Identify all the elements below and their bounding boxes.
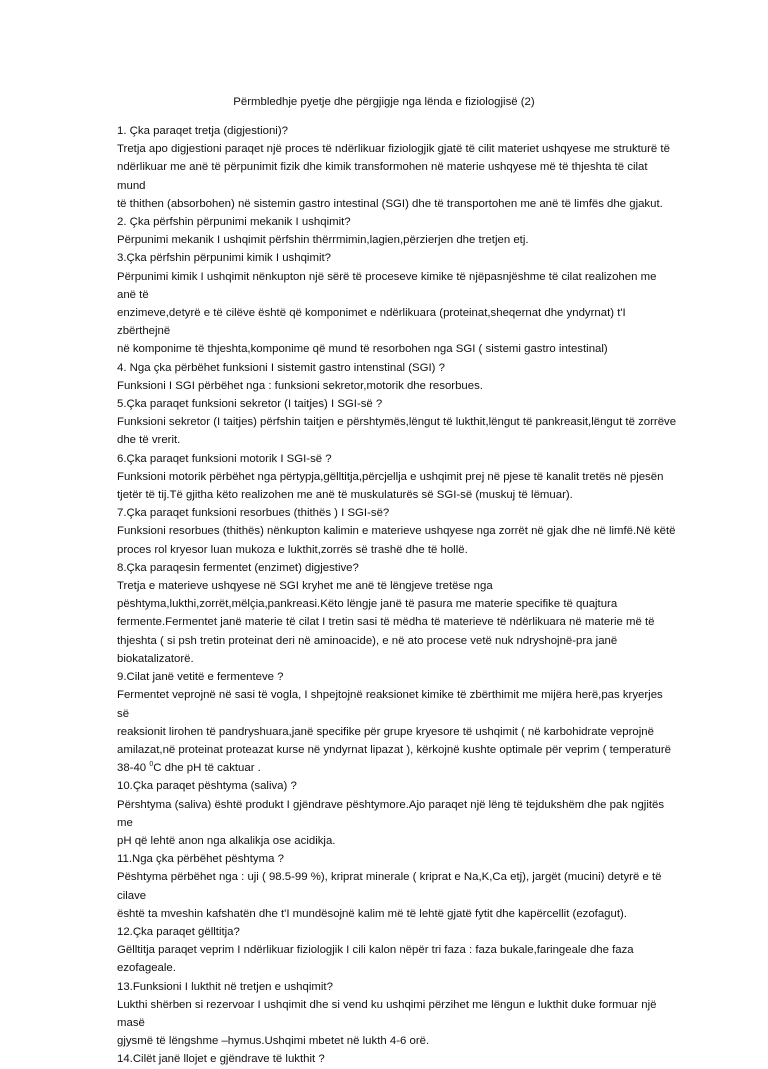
question-10: 10.Çka paraqet pështyma (saliva) ? xyxy=(117,780,297,793)
answer-9-line-2: reaksionit lirohen të pandryshuara,janë specifike për grupe kryesore të ushqimit ( në karbohidrate veprojnë xyxy=(117,725,654,738)
document-title: Përmbledhje pyetje dhe përgjigje nga lënda e fiziologjisë (2) xyxy=(233,96,535,108)
answer-8-line-5: biokatalizatorë. xyxy=(117,652,194,665)
answer-1-line-1: Tretja apo digjestioni paraqet një proces të ndërlikuar fiziologjik gjatë të cilit materiet ushqyese me strukturë të xyxy=(117,143,670,156)
answer-10-line-1: Përshtyma (saliva) është produkt I gjëndrave pështymore.Ajo paraqet një lëng të tejdukshëm dhe pak ngjitës me xyxy=(117,798,665,829)
question-13: 13.Funksioni I lukthit në tretjen e ushqimit? xyxy=(117,980,333,993)
answer-10-line-2: pH që lehtë anon nga alkalikja ose acidikja. xyxy=(117,834,336,847)
answer-1-line-2: ndërlikuar me anë të përpunimit fizik dhe kimik transformohen në materie ushqyese më të thjeshta të cilat mund xyxy=(117,161,648,192)
answer-13-line-1: Lukthi shërben si rezervoar I ushqimit dhe si vend ku ushqimi përzihet me lëngun e lukthit duke formuar një masë xyxy=(117,998,657,1029)
answer-13-line-2: gjysmë të lëngshme –hymus.Ushqimi mbetet në lukth 4-6 orë. xyxy=(117,1035,430,1048)
answer-5-line-1: Funksioni sekretor (I taitjes) përfshin taitjen e përshtymës,lëngut të lukthit,lëngut të pankreasit,lëngut të zorrëve xyxy=(117,416,677,429)
answer-8-line-4: thjeshta ( si psh tretin proteinat deri në aminoacide), e në ato procese vetë nuk ndryshojnë-pra janë xyxy=(117,634,618,647)
question-14: 14.Cilët janë llojet e gjëndrave të lukthit ? xyxy=(117,1053,325,1066)
answer-11-line-2: është ta mveshin kafshatën dhe t'I mundësojnë kalim më të lehtë gjatë fytit dhe kapërcellit (ezofagut). xyxy=(117,907,627,920)
answer-7-line-1: Funksioni resorbues (thithës) nënkupton kalimin e materieve ushqyese nga zorrët në gjak dhe në limfë.Në këtë xyxy=(117,525,676,538)
answer-5-line-2: dhe të vrerit. xyxy=(117,434,181,447)
answer-12-line-1: Gëlltitja paraqet veprim I ndërlikuar fiziologjik I cili kalon nëpër tri faza : faza bukale,faringeale dhe faza ezofageale. xyxy=(117,944,634,975)
answer-9-line-1: Fermentet veprojnë në sasi të vogla, I shpejtojnë reaksionet kimike të zbërthimit me mijëra herë,pas kryerjes së xyxy=(117,689,663,720)
document-body xyxy=(117,122,677,1069)
question-3: 3.Çka përfshin përpunimi kimik I ushqimit? xyxy=(117,252,331,265)
question-5: 5.Çka paraqet funksioni sekretor (I taitjes) I SGI-së ? xyxy=(117,398,383,411)
answer-3-line-1: Përpunimi kimik I ushqimit nënkupton një sërë të proceseve kimike të njëpasnjëshme të cilat realizohen me anë të xyxy=(117,270,657,301)
answer-9-line-3: amilazat,në proteinat proteazat kurse në yndyrnat lipazat ), kërkojnë kushte optimale për veprim ( temperaturë xyxy=(117,743,671,756)
answer-6-line-1: Funksioni motorik përbëhet nga përtypja,gëlltitja,përcjellja e ushqimit prej në pjese të kanalit tretës në pjesën xyxy=(117,470,664,483)
question-9: 9.Cilat janë vetitë e fermenteve ? xyxy=(117,671,284,684)
question-4: 4. Nga çka përbëhet funksioni I sistemit gastro intenstinal (SGI) ? xyxy=(117,361,445,374)
answer-8-line-1: Tretja e materieve ushqyese në SGI kryhet me anë të lëngjeve tretëse nga xyxy=(117,580,493,593)
question-11: 11.Nga çka përbëhet pështyma ? xyxy=(117,853,284,866)
question-2: 2. Çka përfshin përpunimi mekanik I ushqimit? xyxy=(117,216,351,229)
answer-11-line-1: Pështyma përbëhet nga : uji ( 98.5-99 %), kriprat minerale ( kriprat e Na,K,Ca etj), jargët (mucini) detyrë e të cilave xyxy=(117,871,662,902)
answer-9-temperature-line: 38-40 $^0$C dhe pH të caktuar . xyxy=(117,761,261,775)
answer-3-line-3: në komponime të thjeshta,komponime që mund të resorbohen nga SGI ( sistemi gastro intestinal) xyxy=(117,343,608,356)
answer-1-line-3: të thithen (absorbohen) në sistemin gastro intestinal (SGI) dhe të transportohen me anë të limfës dhe gjakut. xyxy=(117,197,663,210)
question-8: 8.Çka paraqesin fermentet (enzimet) digjestive? xyxy=(117,561,359,574)
answer-8-line-3: fermente.Fermentet janë materie të cilat I tretin sasi të mëdha të materieve të ndërlikuara në materie më të xyxy=(117,616,655,629)
question-1: 1. Çka paraqet tretja (digjestioni)? xyxy=(117,125,288,137)
answer-4-line-1: Funksioni I SGI përbëhet nga : funksioni sekretor,motorik dhe resorbues. xyxy=(117,379,483,392)
question-7: 7.Çka paraqet funksioni resorbues (thithës ) I SGI-së? xyxy=(117,507,390,520)
degree-superscript: 0 xyxy=(149,761,154,769)
answer-7-line-2: proces rol kryesor luan mukoza e lukthit,zorrës së trashë dhe të hollë. xyxy=(117,543,468,556)
answer-3-line-2: enzimeve,detyrë e të cilëve është që komponimet e ndërlikuara (proteinat,sheqernat dhe yndyrnat) t'I zbërthejnë xyxy=(117,307,626,338)
answer-2-line-1: Përpunimi mekanik I ushqimit përfshin thërrmimin,lagien,përzierjen dhe tretjen etj. xyxy=(117,234,529,247)
answer-6-line-2: tjetër të tij.Të gjitha këto realizohen me anë të muskulaturës së SGI-së (muskuj të lëmuar). xyxy=(117,489,573,502)
question-6: 6.Çka paraqet funksioni motorik I SGI-së ? xyxy=(117,452,332,465)
answer-8-line-2: pështyma,lukthi,zorrët,mëlçia,pankreasi.Këto lëngje janë të pasura me materie specifike të quajtura xyxy=(117,598,618,611)
question-12: 12.Çka paraqet gëlltitja? xyxy=(117,925,240,938)
